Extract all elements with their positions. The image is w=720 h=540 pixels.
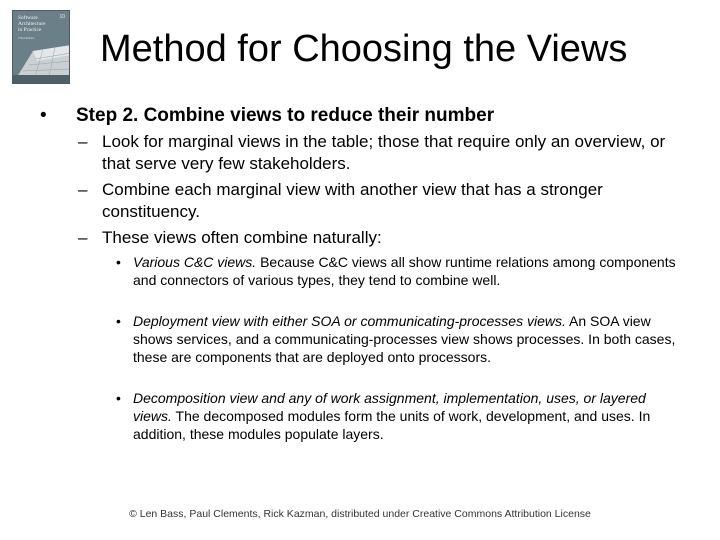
detail-bullet-emphasis: Various C&C views. — [133, 254, 257, 270]
book-cover-title — [18, 15, 64, 33]
bullet-icon: • — [116, 313, 121, 329]
detail-bullet-body: The decomposed modules form the units of work, development, and uses. In addition, these modules populate layers. — [133, 408, 651, 442]
sub-bullet-text: Combine each marginal view with another view that has a stronger constituency. — [102, 180, 603, 221]
book-cover-edition: Third Edition — [18, 36, 35, 40]
dash-icon: – — [78, 180, 88, 199]
building-illustration — [13, 41, 70, 77]
detail-bullet-text — [133, 312, 676, 366]
book-cover-image — [12, 10, 70, 84]
bullet-icon: • — [40, 105, 47, 126]
book-title-line: in Practice — [18, 27, 42, 33]
book-cover-strip — [13, 75, 70, 83]
bullet-icon: • — [116, 390, 121, 406]
sub-bullet-text: Look for marginal views in the table; those that require only an overview, or that serve very few stakeholders. — [102, 132, 666, 173]
book-cover-number: 10 — [59, 14, 65, 20]
detail-bullet-text — [133, 253, 676, 289]
sub-bullet-text: These views often combine naturally: — [102, 228, 382, 247]
book-title-line: Architecture — [18, 21, 46, 27]
detail-bullet-body: An SOA view shows services, and a communicating-processes view shows processes. In both cases, these are components that are deployed onto processors. — [133, 313, 676, 365]
dash-icon: – — [78, 132, 88, 151]
detail-bullet-emphasis: Deployment view with either SOA or communicating-processes views. — [133, 313, 566, 329]
detail-bullet-emphasis: Decomposition view and any of work assignment, implementation, uses, or layered views. — [133, 390, 646, 424]
detail-bullet-body: Because C&C views all show runtime relations among components and connectors of various types, they tend to combine well. — [133, 254, 676, 288]
slide-title: Method for Choosing the Views — [100, 28, 628, 70]
step-heading-text: Step 2. Combine views to reduce their number — [76, 105, 495, 126]
detail-bullet-text — [133, 389, 676, 443]
bullet-icon: • — [116, 254, 121, 270]
copyright-footer: © Len Bass, Paul Clements, Rick Kazman, distributed under Creative Commons Attribution License — [129, 508, 591, 520]
book-title-line: Software — [18, 15, 38, 21]
dash-icon: – — [78, 228, 88, 247]
